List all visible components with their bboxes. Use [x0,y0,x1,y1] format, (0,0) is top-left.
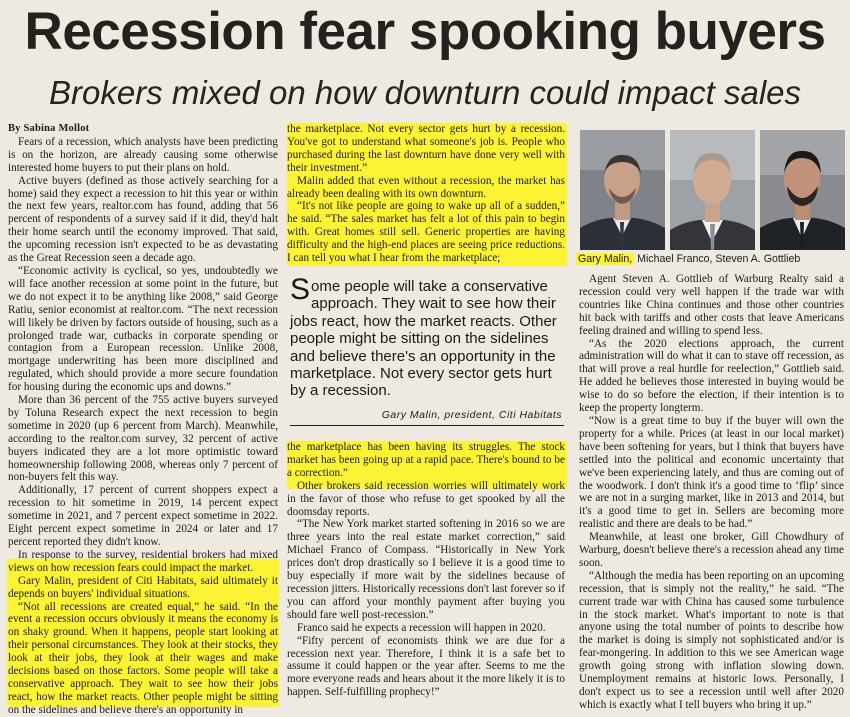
pull-quote-rule [290,425,564,426]
paragraph: “The New York market started softening in 2016 so we are three years into the real estate market correction,” said Michael Franco of Compass. “Historically in New York prices don't drop drastically so I believe it is a good time to buy especially if more wait by the sidelines because of recession jitters. Historically recessions don't last forever so if you can afford your monthly payment after buying you should fare well post-recession.” [287,518,565,621]
paragraph-highlighted: “Not all recessions are created equal,” he said. “In the event a recession occurs obviously it means the economy is on shaky ground. When it happens, people start looking at their personal circumstances. They look at their stocks, they look at their jobs, they look at their wages and make decisions based on those factors. Some people will take a conservative approach. They wait to see how their jobs react, how the market reacts. Other people might be sitting on the sidelines and believe there's an opportunity in [8,600,278,716]
paragraph-highlighted: Malin added that even without a recession, the market has already been dealing with its own downturn. [287,174,565,200]
paragraph: In response to the survey, residential brokers had mixed views on how recession fears could impact the market. [8,548,278,574]
paragraph: “Economic activity is cyclical, so yes, undoubtedly we will face another recession at some point in the future, but we do not expect it to be anything like 2008,” said George Ratiu, senior economist at realtor.com. “The next recession will likely be driven by factors outside of housing, such as a prolonged trade war, cutbacks in corporate spending or contagion from a European recession. Unlike 2008, mortgage underwriting has been more disciplined and regulated, which should provide a more secure foundation for housing during the economic ups and downs.” [8,264,278,394]
paragraph: “As the 2020 elections approach, the current administration will do what it can to stave off recession, as that will prove a real hurdle for reelection,” Gottlieb said. He added he believes those interested in buying would be wise to do so before the election, if their intention is to keep the property longterm. [579,337,844,415]
paragraph: Agent Steven A. Gottlieb of Warburg Realty said a recession could very well happen if the trade war with countries like China continues and those other countries hit back with tariffs and other costs that leave Americans feeling drained and willing to spend less. [579,273,844,337]
article-column-2-top [287,123,565,265]
paragraph-highlighted: Gary Malin, president of Citi Habitats, said ultimately it depends on buyers' individual situations. [8,574,278,600]
paragraph: “Fifty percent of economists think we are due for a recession next year. Therefore, I think it is a safe bet to assume it could happen or the year after. Seems to me the more everyone reads and hears about it the more likely it is to happen. Self-fulfilling prophecy!” [287,634,565,699]
headline: Recession fear spooking buyers [24,2,826,61]
paragraph: More than 36 percent of the 755 active buyers surveyed by Toluna Research expect the next recession to begin sometime in 2020 (up 6 percent from March). Meanwhile, according to the realtor.com survey, 32 percent of active buyers indicated they are a lot more optimistic toward homeownership following 2008, whereas only 7 percent of non-buyers felt this way. [8,394,278,484]
headshot-michael-franco [670,130,755,250]
caption-names: Michael Franco, Steven A. Gottlieb [637,253,801,265]
paragraph: Active buyers (defined as those actively searching for a home) said they expect a recession to hit this year or within the next few years, realtor.com has found, adding that 56 percent of respondents of a survey said if it did, they'd halt their home search until the economy improved. That said, the upcoming recession isn't expected to be as devastating as the Great Recession seen a decade ago. [8,174,278,265]
pull-quote-text: ome people will take a conservative approach. They wait to see how their jobs react, how the market reacts. Other people might be sitting on the sidelines and believe there's an opportunity in the marketplace. Not every sector gets hurt by a recession. [290,278,557,400]
headshot-gary-malin [580,130,665,250]
subheadline: Brokers mixed on how downturn could impact sales [48,74,802,111]
pull-quote-attribution: Gary Malin, president, Citi Habitats [381,409,562,421]
pull-quote-initial: S [290,273,311,306]
paragraph-highlighted: the marketplace. Not every sector gets hurt by a recession. You've got to understand what someone's job is. People who purchased during the last downturn have done very well with their investment.” [287,123,565,174]
paragraph-highlighted: “It's not like people are going to wake up all of a sudden,” he said. “The sales market has felt a lot of this pain to begin with. Great homes still sell. Generic properties are having difficulty and the high-end places are seeing price reductions. I can tell you what I hear from the marketplace; [287,200,565,265]
article-column-1 [8,123,278,717]
photo-caption [576,251,846,267]
paragraph: Franco said he expects a recession will happen in 2020. [297,621,546,634]
article-column-3 [579,273,844,712]
paragraph: Additionally, 17 percent of current shoppers expect a recession to hit sometime in 2019, 14 percent expect sometime in 2021, and 7 percent expect sometime in 2022. Eight percent expect sometime in 2024 or later and 17 percent reported they didn't know. [8,484,278,548]
byline: By Sabina Mollot [8,123,90,134]
paragraph: Fears of a recession, which analysts have been predicting is on the horizon, are already causing some otherwise interested home buyers to put their plans on hold. [8,135,278,174]
headshot-photos [580,130,844,250]
caption-highlighted-name: Gary Malin, [578,253,633,265]
headshot-steven-gottlieb [760,130,845,250]
paragraph: “Now is a great time to buy if the buyer will own the property for a while. Prices (at least in our local market) have been softening for years, but I think that buyers have settled into the political and economic uncertainty that we've been experiencing lately, and thus are coming out of the woodwork. I don't think it's a good time to ‘flip’ since we are not in a surging market, like in 2013 and 2014, but it's a good time to get in. Sellers are becoming more realistic and there are deals to be had.” [579,414,844,531]
paragraph-highlighted: the marketplace has been having its struggles. The stock market has been going up at a rapid pace. There's bound to be a correction.” [287,441,565,479]
article-column-2-bottom [287,441,565,699]
paragraph: Other brokers said recession worries will ultimately work in the favor of those who refuse to get spooked by all the doomsday reports. [287,479,565,518]
pull-quote [290,273,566,400]
paragraph: “Although the media has been reporting on an upcoming recession, that is simply not the reality,” he said. “The current trade war with China has caused some turbulence in the stock market. What's important to note is that anyone using the total number of points to describe how the market is doing is simply not sophisticated and/or is fear-mongering. In addition to this we see American wage growth going strong with inflation slowing down. Unemployment remains at historic lows. Personally, I don't expect us to see a recession until well after 2020 which is exactly what I tell buyers who bring it up.” [579,569,844,711]
paragraph: Meanwhile, at least one broker, Gill Chowdhury of Warburg, doesn't believe there's a recession ahead any time soon. [579,531,844,569]
